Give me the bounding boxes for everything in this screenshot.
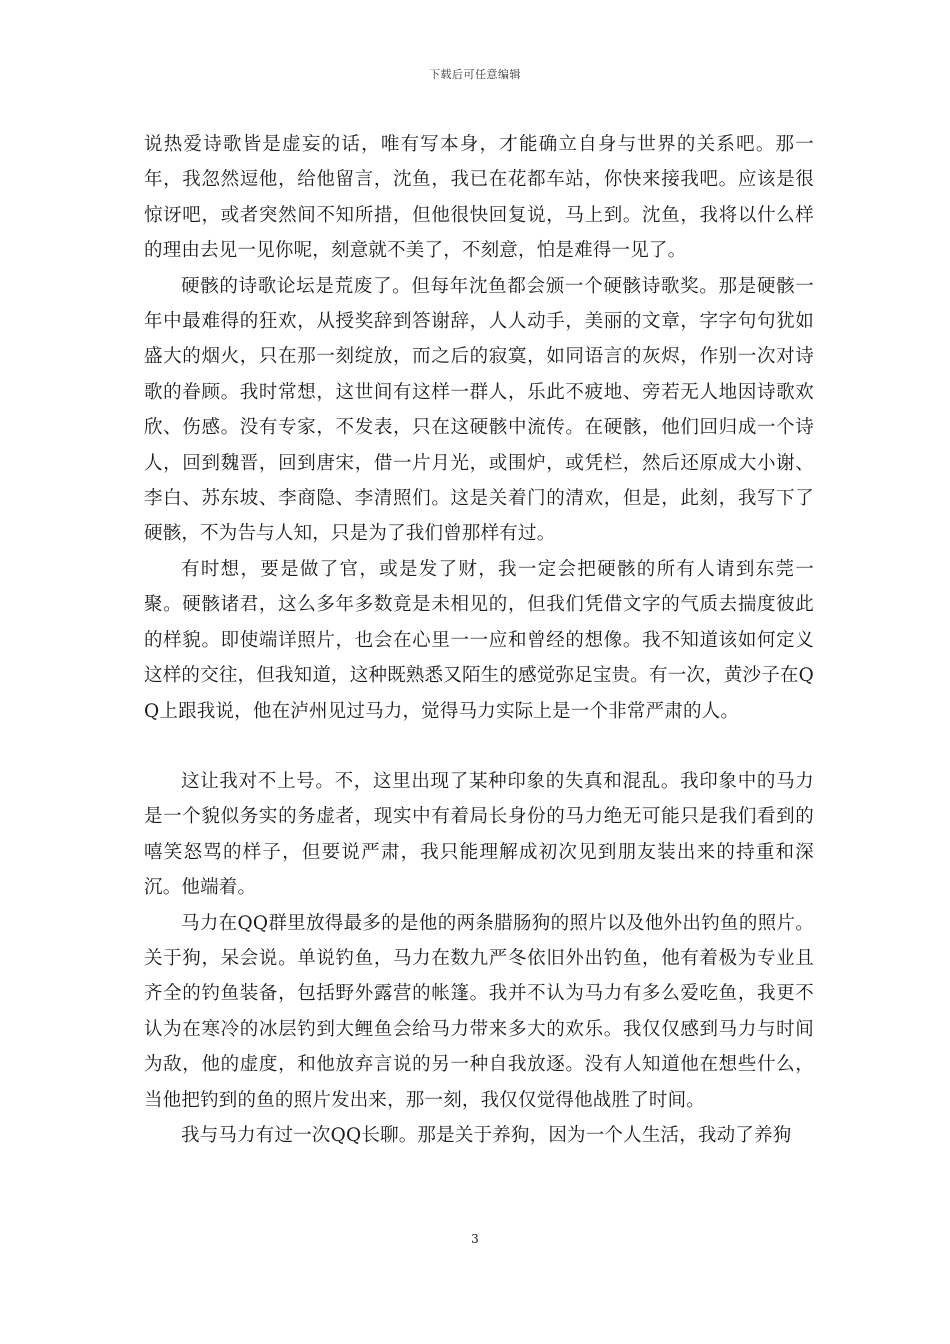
- paragraph-2: 硬骸的诗歌论坛是荒废了。但每年沈鱼都会颁一个硬骸诗歌奖。那是硬骸一年中最难得的狂欢，从授奖辞到答谢辞，人人动手，美丽的文章，字字句句犹如盛大的烟火，只在那一刻绽放，而之后的寂寞，如同语言的灰烬，作别一次对诗歌的眷顾。我时常想，这世间有这样一群人，乐此不疲地、旁若无人地因诗歌欢欣、伤感。没有专家，不发表，只在这硬骸中流传。在硬骸，他们回归成一个诗人，回到魏晋，回到唐宋，借一片月光，或围炉，或凭栏，然后还原成大小谢、李白、苏东坡、李商隐、李清照们。这是关着门的清欢，但是，此刻，我写下了硬骸，不为告与人知，只是为了我们曾那样有过。: [144, 275, 814, 545]
- paragraph-spacer: [144, 729, 814, 764]
- paragraph-4: 这让我对不上号。不，这里出现了某种印象的失真和混乱。我印象中的马力是一个貌似务实的务虚者，现实中有着局长身份的马力绝无可能只是我们看到的嘻笑怒骂的样子，但要说严肃，我只能理解成初次见到朋友装出来的持重和深沉。他端着。: [144, 770, 814, 899]
- document-body: [144, 127, 814, 1153]
- page-header-note: 下载后可任意编辑: [429, 68, 521, 81]
- paragraph-6: 我与马力有过一次QQ长聊。那是关于养狗，因为一个人生活，我动了养狗: [181, 1124, 792, 1146]
- paragraph-3: 有时想，要是做了官，或是发了财，我一定会把硬骸的所有人请到东莞一聚。硬骸诸君，这么多年多数竟是未相见的，但我们凭借文字的气质去揣度彼此的样貌。即使端详照片，也会在心里一一应和曾经的想像。我不知道该如何定义这样的交往，但我知道，这种既熟悉又陌生的感觉弥足宝贵。有一次，黄沙子在QQ上跟我说，他在泸州见过马力，觉得马力实际上是一个非常严肃的人。: [144, 558, 814, 722]
- page-number: 3: [471, 1232, 479, 1246]
- paragraph-1: 说热爱诗歌皆是虚妄的话，唯有写本身，才能确立自身与世界的关系吧。那一年，我忽然逗他，给他留言，沈鱼，我已在花都车站，你快来接我吧。应该是很惊讶吧，或者突然间不知所措，但他很快回复说，马上到。沈鱼，我将以什么样的理由去见一见你呢，刻意就不美了，不刻意，怕是难得一见了。: [144, 134, 814, 262]
- paragraph-5: 马力在QQ群里放得最多的是他的两条腊肠狗的照片以及他外出钓鱼的照片。关于狗，呆会说。单说钓鱼，马力在数九严冬依旧外出钓鱼，他有着极为专业且齐全的钓鱼装备，包括野外露营的帐篷。我并不认为马力有多么爱吃鱼，我更不认为在寒冷的冰层钓到大鲤鱼会给马力带来多大的欢乐。我仅仅感到马力与时间为敌，他的虚度，和他放弃言说的另一种自我放逐。没有人知道他在想些什么，当他把钓到的鱼的照片发出来，那一刻，我仅仅觉得他战胜了时间。: [144, 912, 814, 1111]
